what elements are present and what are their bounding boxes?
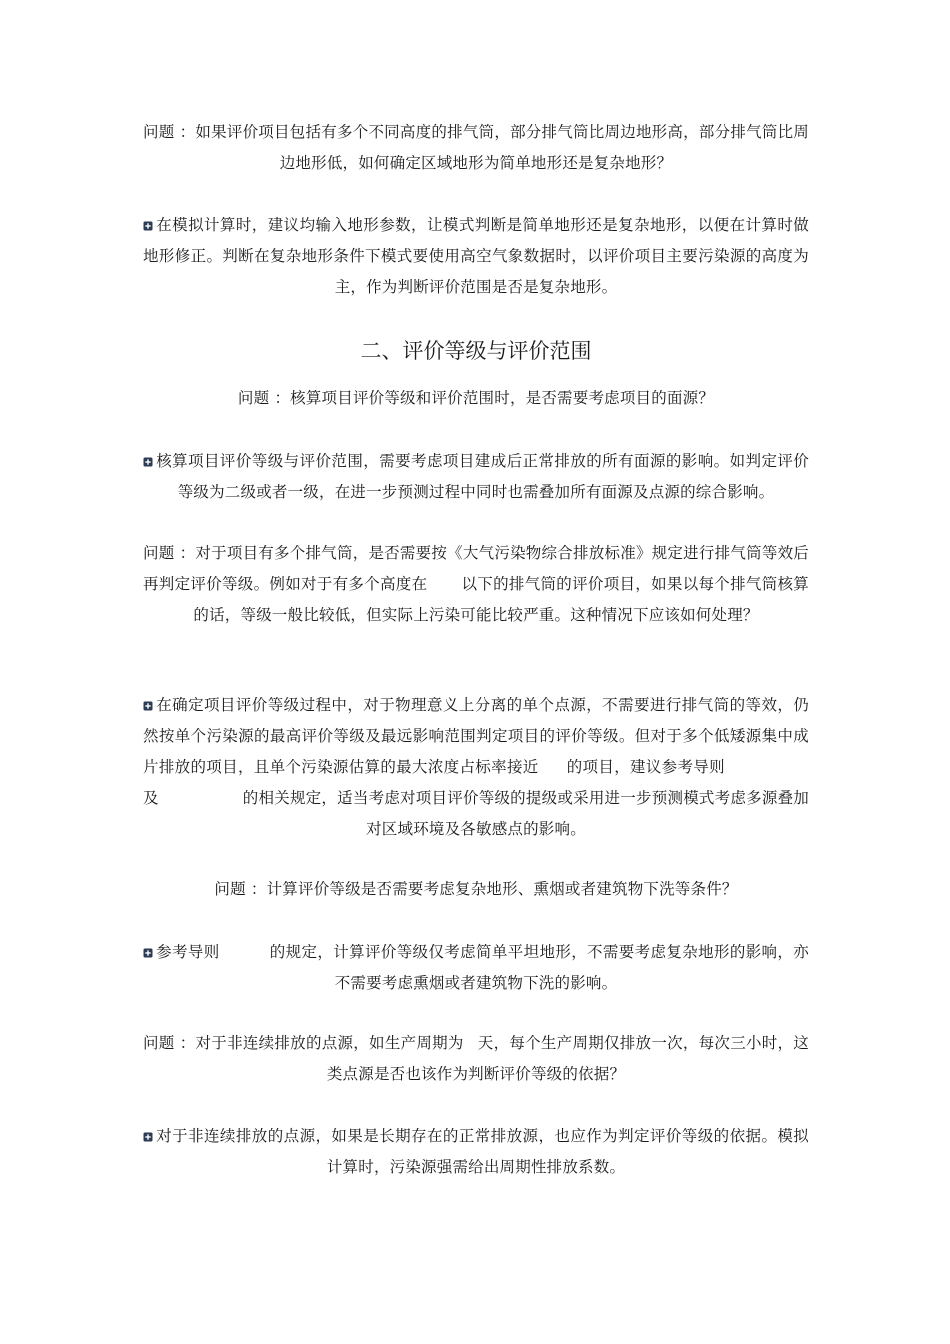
question-4 xyxy=(143,874,809,905)
question-3-text-a: 问题 ：对于项目有多个排气筒，是否需要按《大气污染物综合排放标准》规定进行排气筒等效后再判定评价等级。例如对于有多个高度在 xyxy=(143,544,809,593)
question-1 xyxy=(143,117,809,179)
answer-4 xyxy=(143,937,809,999)
answer-3-text-b: 的项目，建议参考导则 xyxy=(566,758,725,776)
section-heading: 二、评价等级与评价范围 xyxy=(360,339,592,363)
answer-2-text: 核算项目评价等级与评价范围，需要考虑项目建成后正常排放的所有面源的影响。如判定评价等级为二级或者一级，在进一步预测过程中同时也需叠加所有面源及点源的综合影响。 xyxy=(156,452,809,501)
question-5-text-a: 问题 ：对于非连续排放的点源，如生产周期为 xyxy=(143,1034,464,1052)
question-2 xyxy=(143,383,809,414)
answer-5-text: 对于非连续排放的点源，如果是长期存在的正常排放源，也应作为判定评价等级的依据。模拟计算时，污染源强需给出周期性排放系数。 xyxy=(156,1127,809,1176)
answer-4-text-a: 参考导则 xyxy=(156,943,220,961)
answer-3 xyxy=(143,690,809,845)
question-2-text: 问题 ：核算项目评价等级和评价范围时，是否需要考虑项目的面源？ xyxy=(237,389,715,407)
plus-square-icon xyxy=(143,701,153,711)
answer-1-text: 在模拟计算时，建议均输入地形参数，让模式判断是简单地形还是复杂地形，以便在计算时做地形修正。判断在复杂地形条件下模式要使用高空气象数据时，以评价项目主要污染源的高度为主，作为判断评价范围是否是复杂地形。 xyxy=(143,216,809,296)
answer-5 xyxy=(143,1121,809,1183)
question-1-text: 问题 ：如果评价项目包括有多个不同高度的排气筒，部分排气筒比周边地形高，部分排气筒比周边地形低，如何确定区域地形为简单地形还是复杂地形？ xyxy=(143,123,809,172)
plus-square-icon xyxy=(143,457,153,467)
answer-3-text-c: 及 xyxy=(143,789,159,807)
question-5-text-b: 天，每个生产周期仅排放一次，每次三小时，这类点源是否也该作为判断评价等级的依据？ xyxy=(326,1034,809,1083)
answer-3-text-d: 的相关规定，适当考虑对项目评价等级的提级或采用进一步预测模式考虑多源叠加对区域环境及各敏感点的影响。 xyxy=(242,789,810,838)
answer-4-text-b: 的规定，计算评价等级仅考虑简单平坦地形，不需要考虑复杂地形的影响，亦不需要考虑熏烟或者建筑物下洗的影响。 xyxy=(269,943,809,992)
plus-square-icon xyxy=(143,221,153,231)
question-3 xyxy=(143,538,809,631)
answer-2 xyxy=(143,446,809,508)
question-5 xyxy=(143,1028,809,1090)
plus-square-icon xyxy=(143,1132,153,1142)
answer-1 xyxy=(143,210,809,303)
question-3-text-b: 以下的排气筒的评价项目，如果以每个排气筒核算的话，等级一般比较低，但实际上污染可能比较严重。这种情况下应该如何处理？ xyxy=(193,575,809,624)
plus-square-icon xyxy=(143,948,153,958)
answer-3-text-a: 在确定项目评价等级过程中，对于物理意义上分离的单个点源，不需要进行排气筒的等效，仍然按单个污染源的最高评价等级及最远影响范围判定项目的评价等级。但对于多个低矮源集中成片排放的项目，且单个污染源估算的最大浓度占标率接近 xyxy=(143,696,809,776)
question-4-text: 问题 ：计算评价等级是否需要考虑复杂地形、熏烟或者建筑物下洗等条件？ xyxy=(214,880,738,898)
